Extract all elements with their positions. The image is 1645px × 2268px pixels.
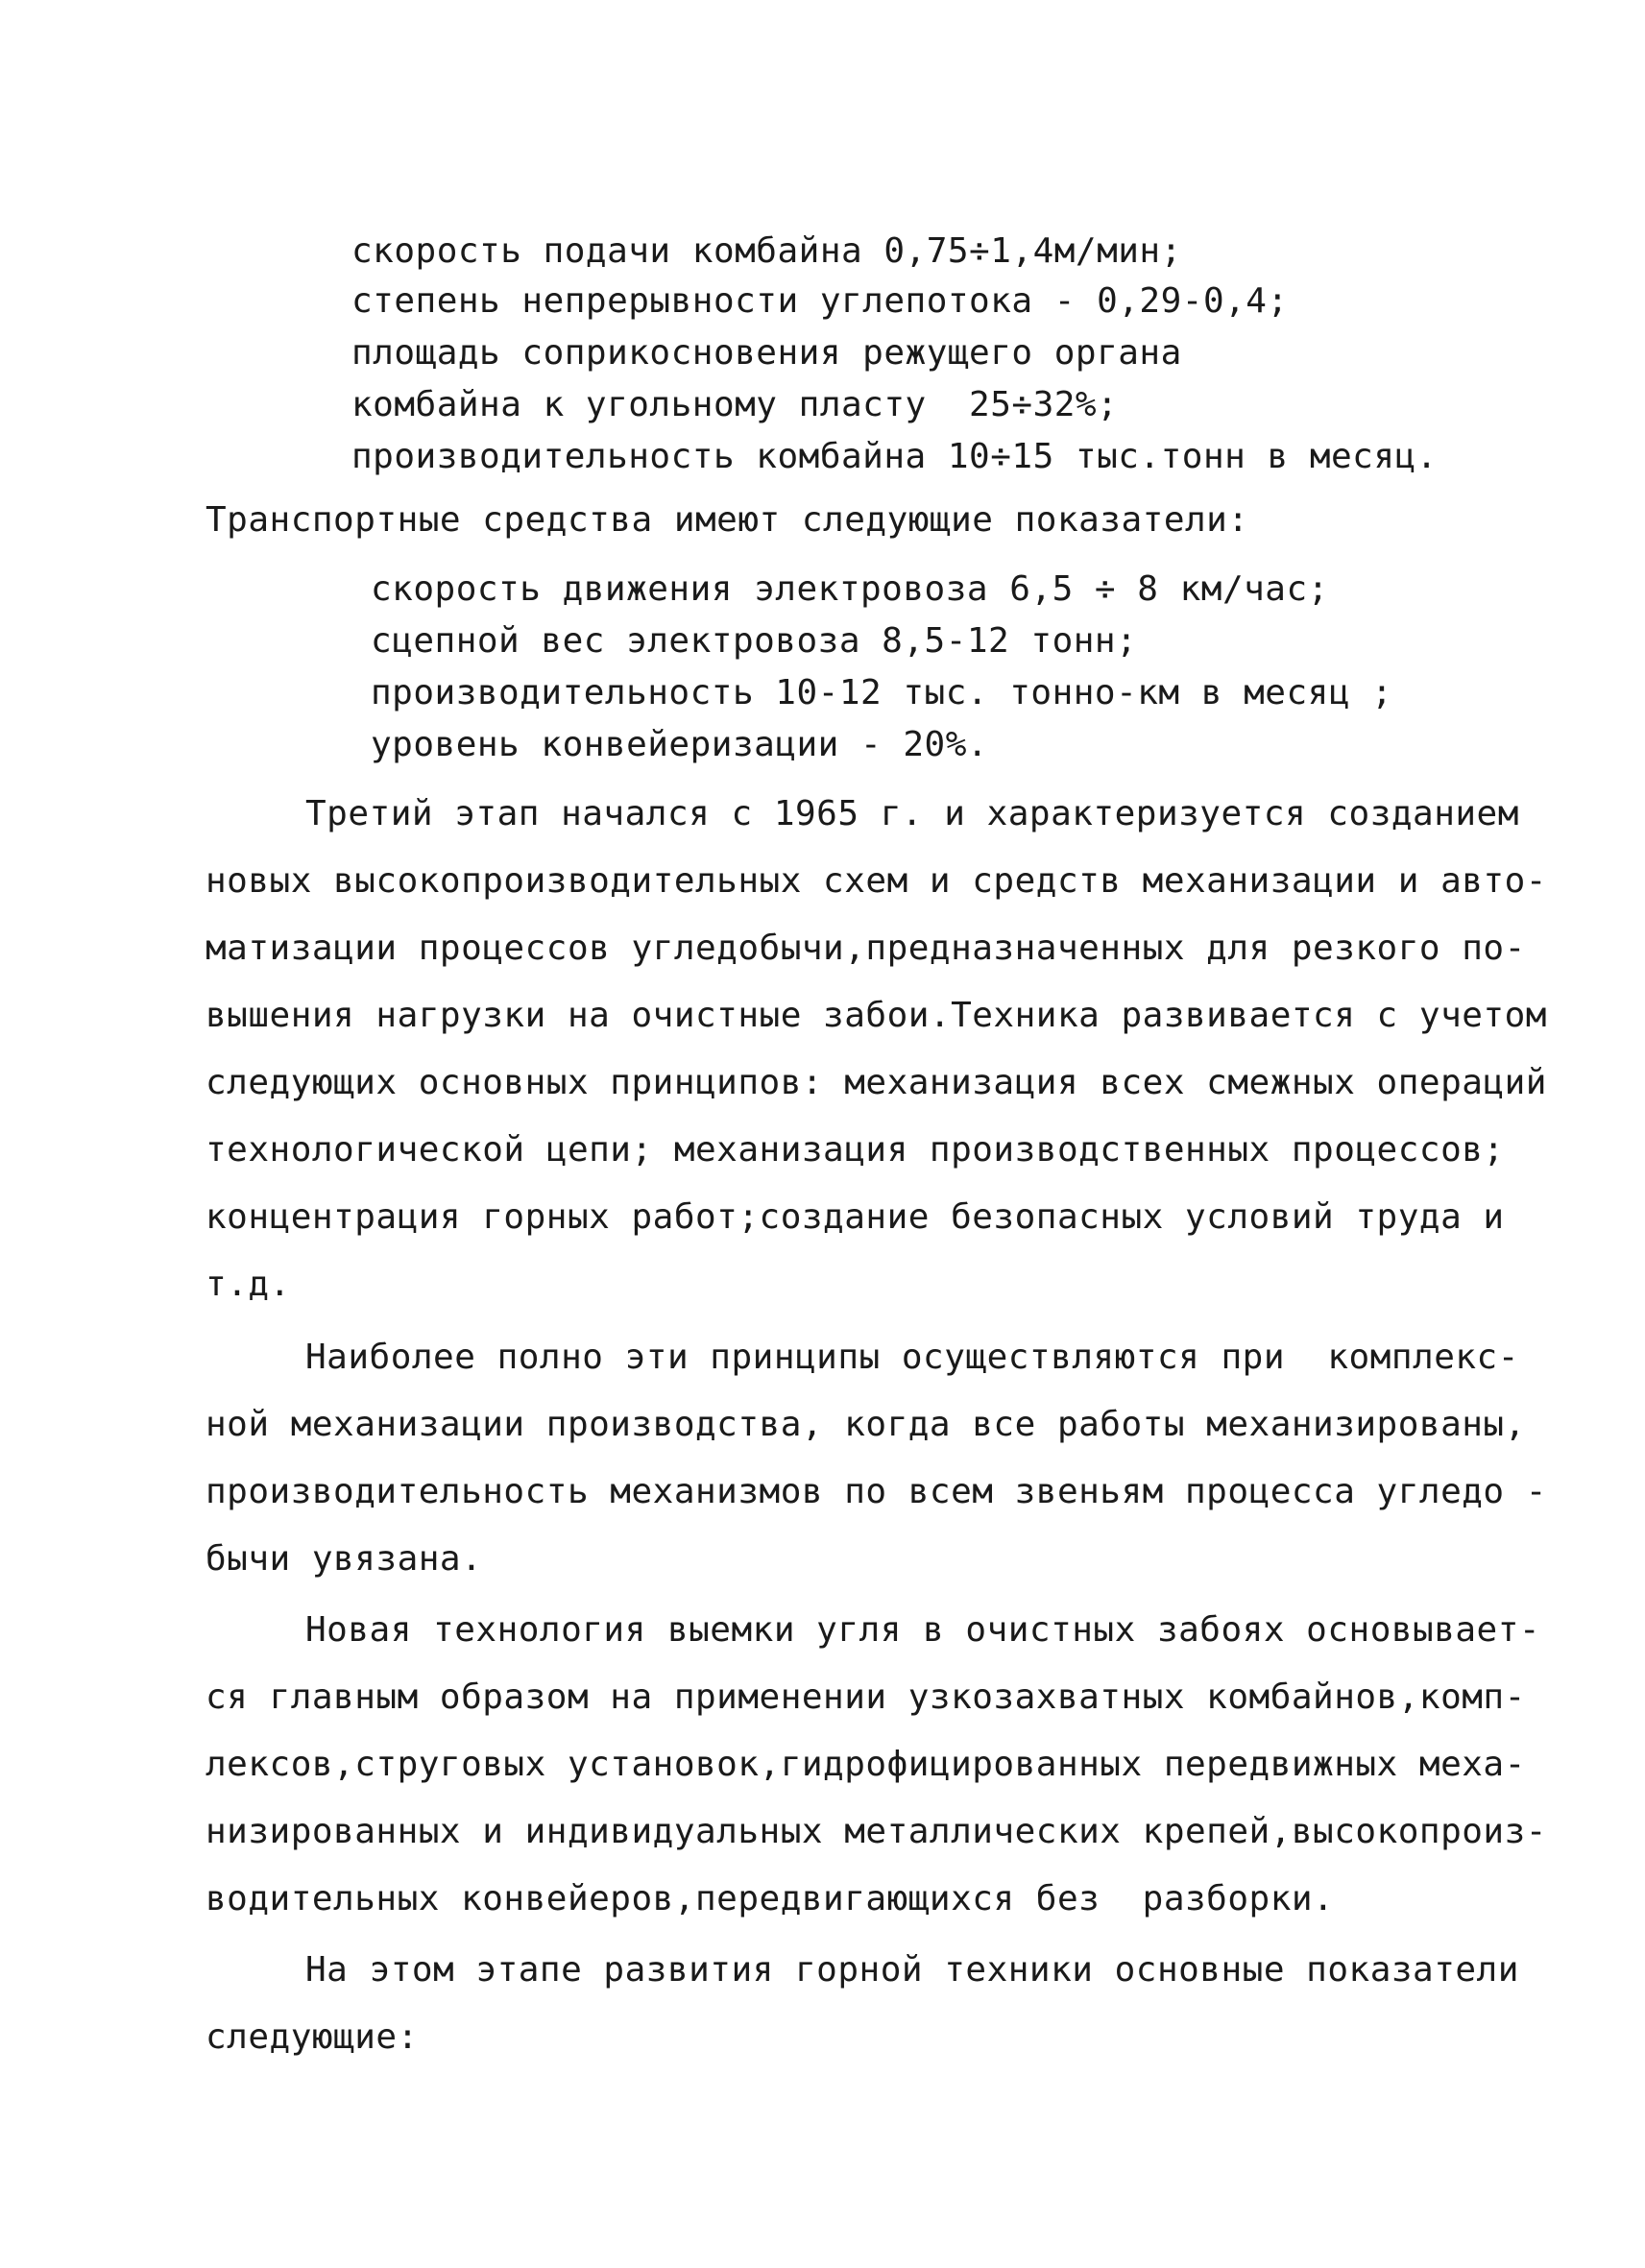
text-line: вышения нагрузки на очистные забои.Техника развивается с учетом <box>206 996 1547 1035</box>
list-item: скорость подачи комбайна 0,75÷1,4м/мин; <box>351 231 1182 271</box>
list-item: производительность 10-12 тыс. тонно-км в месяц ; <box>371 673 1393 712</box>
text-line: ной механизации производства, когда все работы механизированы, <box>206 1405 1526 1444</box>
text-line: низированных и индивидуальных металлических крепей,высокопроиз- <box>206 1812 1547 1851</box>
text-line: лексов,струговых установок,гидрофицированных передвижных меха- <box>206 1745 1526 1784</box>
text-line: матизации процессов угледобычи,предназначенных для резкого по- <box>206 929 1526 968</box>
text-line: концентрация горных работ;создание безопасных условий труда и <box>206 1197 1505 1237</box>
text-line: технологической цепи; механизация производственных процессов; <box>206 1130 1505 1170</box>
text-line: бычи увязана. <box>206 1539 483 1579</box>
text-line: водительных конвейеров,передвигающихся без разборки. <box>206 1879 1335 1918</box>
text-line: следующих основных принципов: механизация всех смежных операций <box>206 1063 1547 1102</box>
text-line: новых высокопроизводительных схем и средств механизации и авто- <box>206 861 1547 901</box>
text-line: Новая технология выемки угля в очистных забоях основывает- <box>305 1610 1541 1650</box>
text-line: На этом этапе развития горной техники основные показатели <box>305 1950 1519 1990</box>
text-line: производительность механизмов по всем звеньям процесса угледо - <box>206 1472 1547 1511</box>
text-line: ся главным образом на применении узкозахватных комбайнов,комп- <box>206 1677 1526 1717</box>
list-item: скорость движения электровоза 6,5 ÷ 8 км/час; <box>371 569 1329 609</box>
list-item: производительность комбайна 10÷15 тыс.тонн в месяц. <box>351 437 1438 476</box>
text-line: следующие: <box>206 2017 419 2057</box>
list-item: уровень конвейеризации - 20%. <box>371 725 989 764</box>
list-item: комбайна к угольному пласту 25÷32%; <box>351 385 1119 424</box>
transport-heading: Транспортные средства имеют следующие показатели: <box>206 500 1249 540</box>
list-item: степень непрерывности углепотока - 0,29-0,4; <box>351 281 1289 321</box>
list-item: площадь соприкосновения режущего органа <box>351 333 1182 373</box>
list-item: сцепной вес электровоза 8,5-12 тонн; <box>371 621 1138 661</box>
text-line: т.д. <box>206 1265 291 1304</box>
text-line: Наиболее полно эти принципы осуществляются при комплекс- <box>305 1338 1519 1377</box>
text-line: Третий этап начался с 1965 г. и характеризуется созданием <box>305 794 1519 833</box>
